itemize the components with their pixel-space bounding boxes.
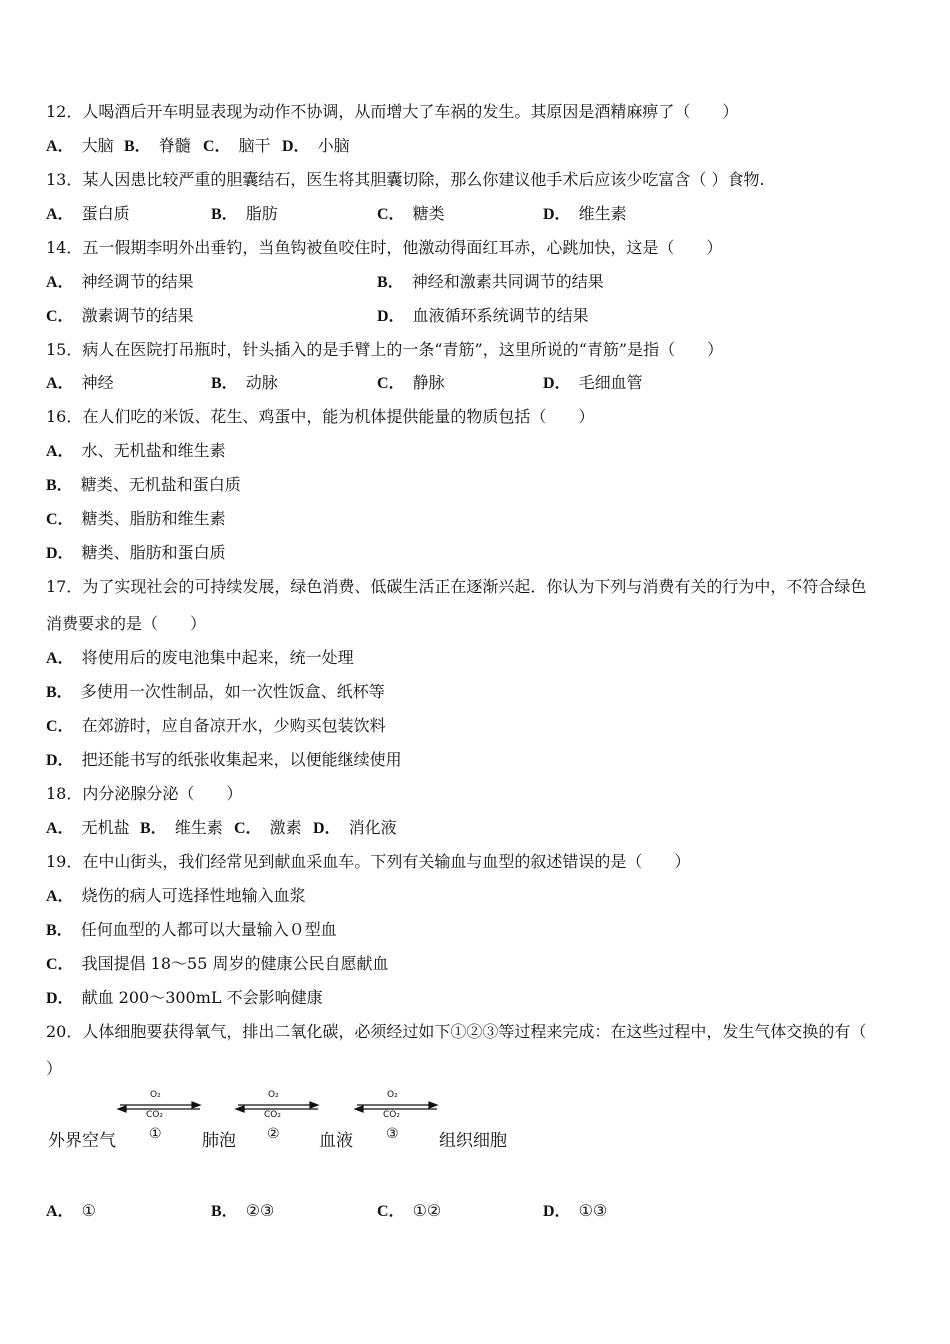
- q13-option-b[interactable]: B． 脂肪: [211, 204, 278, 223]
- co2-label-3: CO₂: [383, 1110, 400, 1120]
- q16-stem: 16．在人们吃的米饭、花生、鸡蛋中，能为机体提供能量的物质包括（ ）: [46, 407, 595, 426]
- step-2-marker: ②: [267, 1126, 280, 1142]
- arrow-pair-3: [355, 1102, 437, 1112]
- q17-option-a[interactable]: A． 将使用后的废电池集中起来，统一处理: [46, 648, 354, 667]
- q19-option-d[interactable]: D． 献血 200～300mL 不会影响健康: [46, 988, 323, 1007]
- arrow-pair-2: [236, 1102, 318, 1112]
- o2-label-3: O₂: [387, 1090, 398, 1100]
- q16-option-c[interactable]: C． 糖类、脂肪和维生素: [46, 509, 226, 528]
- arrow-pair-1: [118, 1102, 200, 1112]
- q15-stem: 15．病人在医院打吊瓶时，针头插入的是手臂上的一条“青筋”，这里所说的“青筋”是指（ ）: [46, 340, 724, 359]
- q19-stem: 19．在中山街头，我们经常见到献血采血车。下列有关输血与血型的叙述错误的是（ ）: [46, 852, 691, 871]
- q13-option-a[interactable]: A． 蛋白质: [46, 204, 130, 223]
- q13-option-c[interactable]: C． 糖类: [377, 204, 445, 223]
- o2-label-2: O₂: [268, 1090, 279, 1100]
- q13-stem: 13．某人因患比较严重的胆囊结石，医生将其胆囊切除，那么你建议他手术后应该少吃富含（ ）食物.: [46, 170, 765, 189]
- q17-option-b[interactable]: B． 多使用一次性制品，如一次性饭盒、纸杯等: [46, 682, 385, 701]
- q16-option-a[interactable]: A． 水、无机盐和维生素: [46, 441, 226, 460]
- q20-stem-line1: 20．人体细胞要获得氧气，排出二氧化碳，必须经过如下①②③等过程来完成：在这些过程中，发生气体交换的有（: [46, 1022, 867, 1041]
- q12-stem: 12．人喝酒后开车明显表现为动作不协调，从而增大了车祸的发生。其原因是酒精麻痹了（ ）: [46, 102, 739, 121]
- q12-option-d[interactable]: D． 小脑: [282, 136, 350, 155]
- diagram-node-alveoli: 肺泡: [202, 1131, 236, 1151]
- q14-option-a[interactable]: A． 神经调节的结果: [46, 272, 194, 291]
- q15-option-a[interactable]: A． 神经: [46, 373, 114, 392]
- step-1-marker: ①: [149, 1126, 162, 1142]
- diagram-node-tissue-cells: 组织细胞: [439, 1131, 507, 1151]
- q16-option-d[interactable]: D． 糖类、脂肪和蛋白质: [46, 543, 226, 562]
- q17-option-d[interactable]: D． 把还能书写的纸张收集起来，以便能继续使用: [46, 750, 402, 769]
- q20-option-d[interactable]: D． ①③: [543, 1201, 608, 1220]
- gas-exchange-diagram: [46, 1088, 516, 1152]
- diagram-arrows: [46, 1088, 516, 1128]
- co2-label-1: CO₂: [146, 1110, 163, 1120]
- q17-stem-line1: 17．为了实现社会的可持续发展，绿色消费、低碳生活正在逐渐兴起．你认为下列与消费有关的行为中，不符合绿色: [46, 577, 867, 596]
- q20-option-b[interactable]: B． ②③: [211, 1201, 275, 1220]
- diagram-node-blood: 血液: [319, 1131, 353, 1151]
- q19-option-b[interactable]: B． 任何血型的人都可以大量输入０型血: [46, 920, 337, 939]
- q17-stem-line2: 消费要求的是（ ）: [46, 614, 207, 633]
- step-3-marker: ③: [386, 1126, 399, 1142]
- co2-label-2: CO₂: [264, 1110, 281, 1120]
- q20-option-c[interactable]: C． ①②: [377, 1201, 442, 1220]
- q14-stem: 14．五一假期李明外出垂钓，当鱼钩被鱼咬住时，他激动得面红耳赤，心跳加快，这是（ ）: [46, 238, 723, 257]
- q18-option-b[interactable]: B． 维生素: [140, 818, 223, 837]
- q12-option-b[interactable]: B． 脊髓: [124, 136, 191, 155]
- q14-option-d[interactable]: D． 血液循环系统调节的结果: [377, 306, 589, 325]
- q18-stem: 18．内分泌腺分泌（ ）: [46, 784, 243, 803]
- q16-option-b[interactable]: B． 糖类、无机盐和蛋白质: [46, 475, 241, 494]
- q20-option-a[interactable]: A． ①: [46, 1201, 96, 1220]
- q15-option-b[interactable]: B． 动脉: [211, 373, 278, 392]
- q20-stem-line2: ）: [46, 1059, 63, 1078]
- q14-option-b[interactable]: B． 神经和激素共同调节的结果: [377, 272, 604, 291]
- q15-option-c[interactable]: C． 静脉: [377, 373, 445, 392]
- q18-option-d[interactable]: D． 消化液: [313, 818, 397, 837]
- q15-option-d[interactable]: D． 毛细血管: [543, 373, 643, 392]
- q12-option-a[interactable]: A． 大脑: [46, 136, 114, 155]
- q18-option-a[interactable]: A． 无机盐: [46, 818, 130, 837]
- q14-option-c[interactable]: C． 激素调节的结果: [46, 306, 194, 325]
- o2-label-1: O₂: [150, 1090, 161, 1100]
- q19-option-c[interactable]: C． 我国提倡 18～55 周岁的健康公民自愿献血: [46, 954, 389, 973]
- q17-option-c[interactable]: C． 在郊游时，应自备凉开水，少购买包装饮料: [46, 716, 386, 735]
- q12-option-c[interactable]: C． 脑干: [203, 136, 271, 155]
- q13-option-d[interactable]: D． 维生素: [543, 204, 627, 223]
- q19-option-a[interactable]: A． 烧伤的病人可选择性地输入血浆: [46, 886, 306, 905]
- q18-option-c[interactable]: C． 激素: [234, 818, 302, 837]
- diagram-node-outside-air: 外界空气: [48, 1131, 116, 1151]
